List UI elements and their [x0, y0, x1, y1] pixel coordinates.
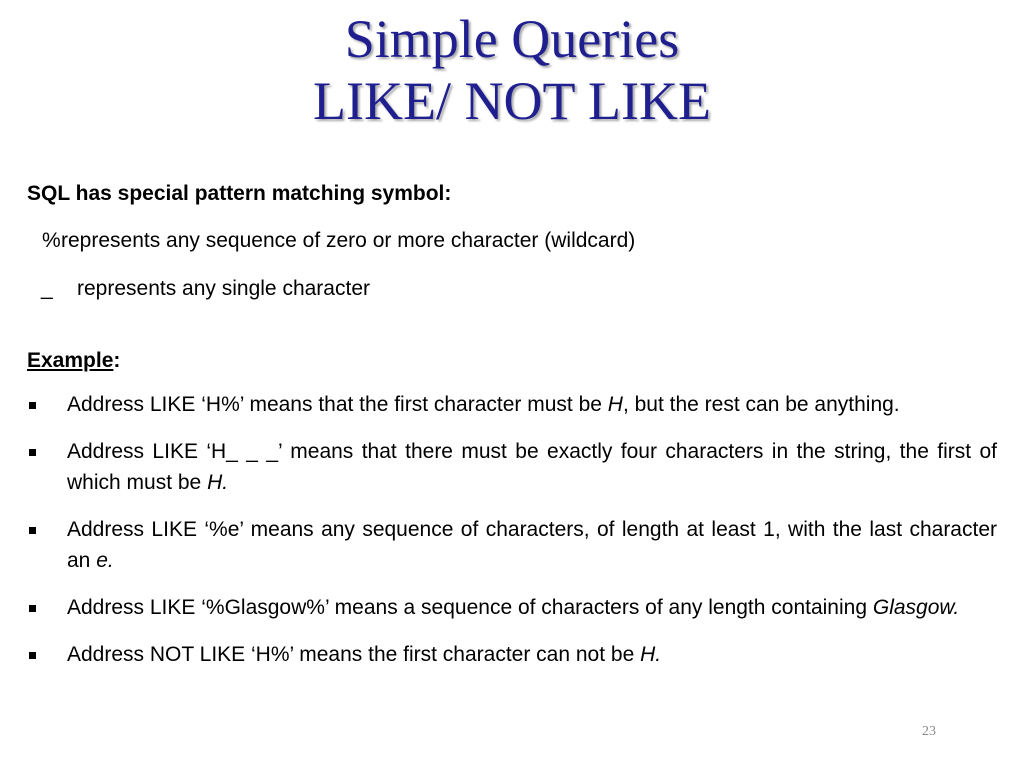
list-item-italic: H. — [640, 643, 662, 666]
list-item — [27, 639, 997, 670]
list-item — [27, 436, 997, 498]
square-bullet-icon — [29, 527, 36, 534]
symbol-percent: % — [42, 229, 61, 252]
list-item-text: Address LIKE ‘%Glasgow%’ means a sequence of characters of any length containing — [67, 596, 873, 619]
symbol-underscore-description: represents any single character — [77, 277, 370, 300]
list-item-italic: Glasgow. — [872, 596, 960, 619]
example-colon: : — [113, 349, 121, 372]
list-item-italic: H. — [207, 471, 229, 494]
list-item-text: Address LIKE ‘%e’ means any sequence of characters, of length at least 1, with the last character an — [67, 518, 997, 572]
list-item — [27, 592, 997, 623]
list-item-text-end: , but the rest can be anything. — [622, 393, 900, 416]
square-bullet-icon — [29, 449, 36, 456]
symbol-underscore: _ — [41, 277, 53, 300]
example-label: Example — [27, 349, 114, 372]
example-heading — [27, 345, 997, 376]
symbol-row-underscore — [27, 273, 997, 304]
title-line-2: LIKE/ NOT LIKE — [313, 71, 711, 131]
slide-title — [0, 8, 1024, 132]
square-bullet-icon — [29, 652, 36, 659]
square-bullet-icon — [29, 402, 36, 409]
title-line-1: Simple Queries — [344, 9, 680, 69]
slide-body — [27, 178, 997, 686]
list-item-text: Address LIKE ‘H_ _ _’ means that there must be exactly four characters in the string, the first of which must be — [67, 440, 997, 494]
symbol-row-percent — [27, 225, 997, 256]
square-bullet-icon — [29, 605, 36, 612]
list-item-text: Address NOT LIKE ‘H%’ means the first character can not be — [67, 643, 641, 666]
list-item-text: Address LIKE ‘H%’ means that the first character must be — [67, 393, 608, 416]
section-heading: SQL has special pattern matching symbol: — [27, 182, 452, 205]
list-item-italic: H — [607, 393, 623, 416]
list-item — [27, 514, 997, 576]
list-item-italic: e. — [96, 549, 114, 572]
list-item — [27, 389, 997, 420]
symbol-percent-description: represents any sequence of zero or more character (wildcard) — [61, 229, 636, 252]
example-list — [27, 389, 997, 670]
page-number: 23 — [922, 724, 936, 739]
